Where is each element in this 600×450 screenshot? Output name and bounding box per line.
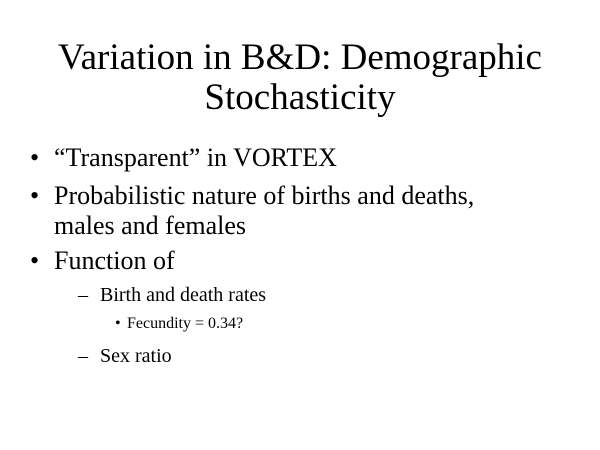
bullet-marker: • [30,246,40,275]
bullet-function-of [30,246,175,276]
bullet-marker: • [115,315,121,332]
bullet-transparent [30,143,337,173]
slide-title [0,38,600,118]
sub-bullet-birth-death-rates [78,283,266,307]
title-line-1: Variation in B&D: Demographic [58,37,542,78]
title-line-2: Stochasticity [204,77,396,118]
bullet-text-line-2: males and females [54,211,247,240]
bullet-text-line-1: Probabilistic nature of births and deaths, [54,181,475,210]
dash-marker: – [78,284,88,306]
bullet-marker: • [30,143,40,172]
sub-sub-bullet-fecundity [115,314,243,334]
sub-bullet-sex-ratio [78,344,172,368]
bullet-marker: • [30,181,40,210]
sub-bullet-text: Birth and death rates [100,284,267,306]
bullet-probabilistic [30,181,474,241]
dash-marker: – [78,345,88,367]
sub-sub-bullet-text: Fecundity = 0.34? [127,315,244,332]
bullet-text: “Transparent” in VORTEX [54,143,337,172]
bullet-text: Function of [54,246,175,275]
sub-bullet-text: Sex ratio [100,345,172,367]
